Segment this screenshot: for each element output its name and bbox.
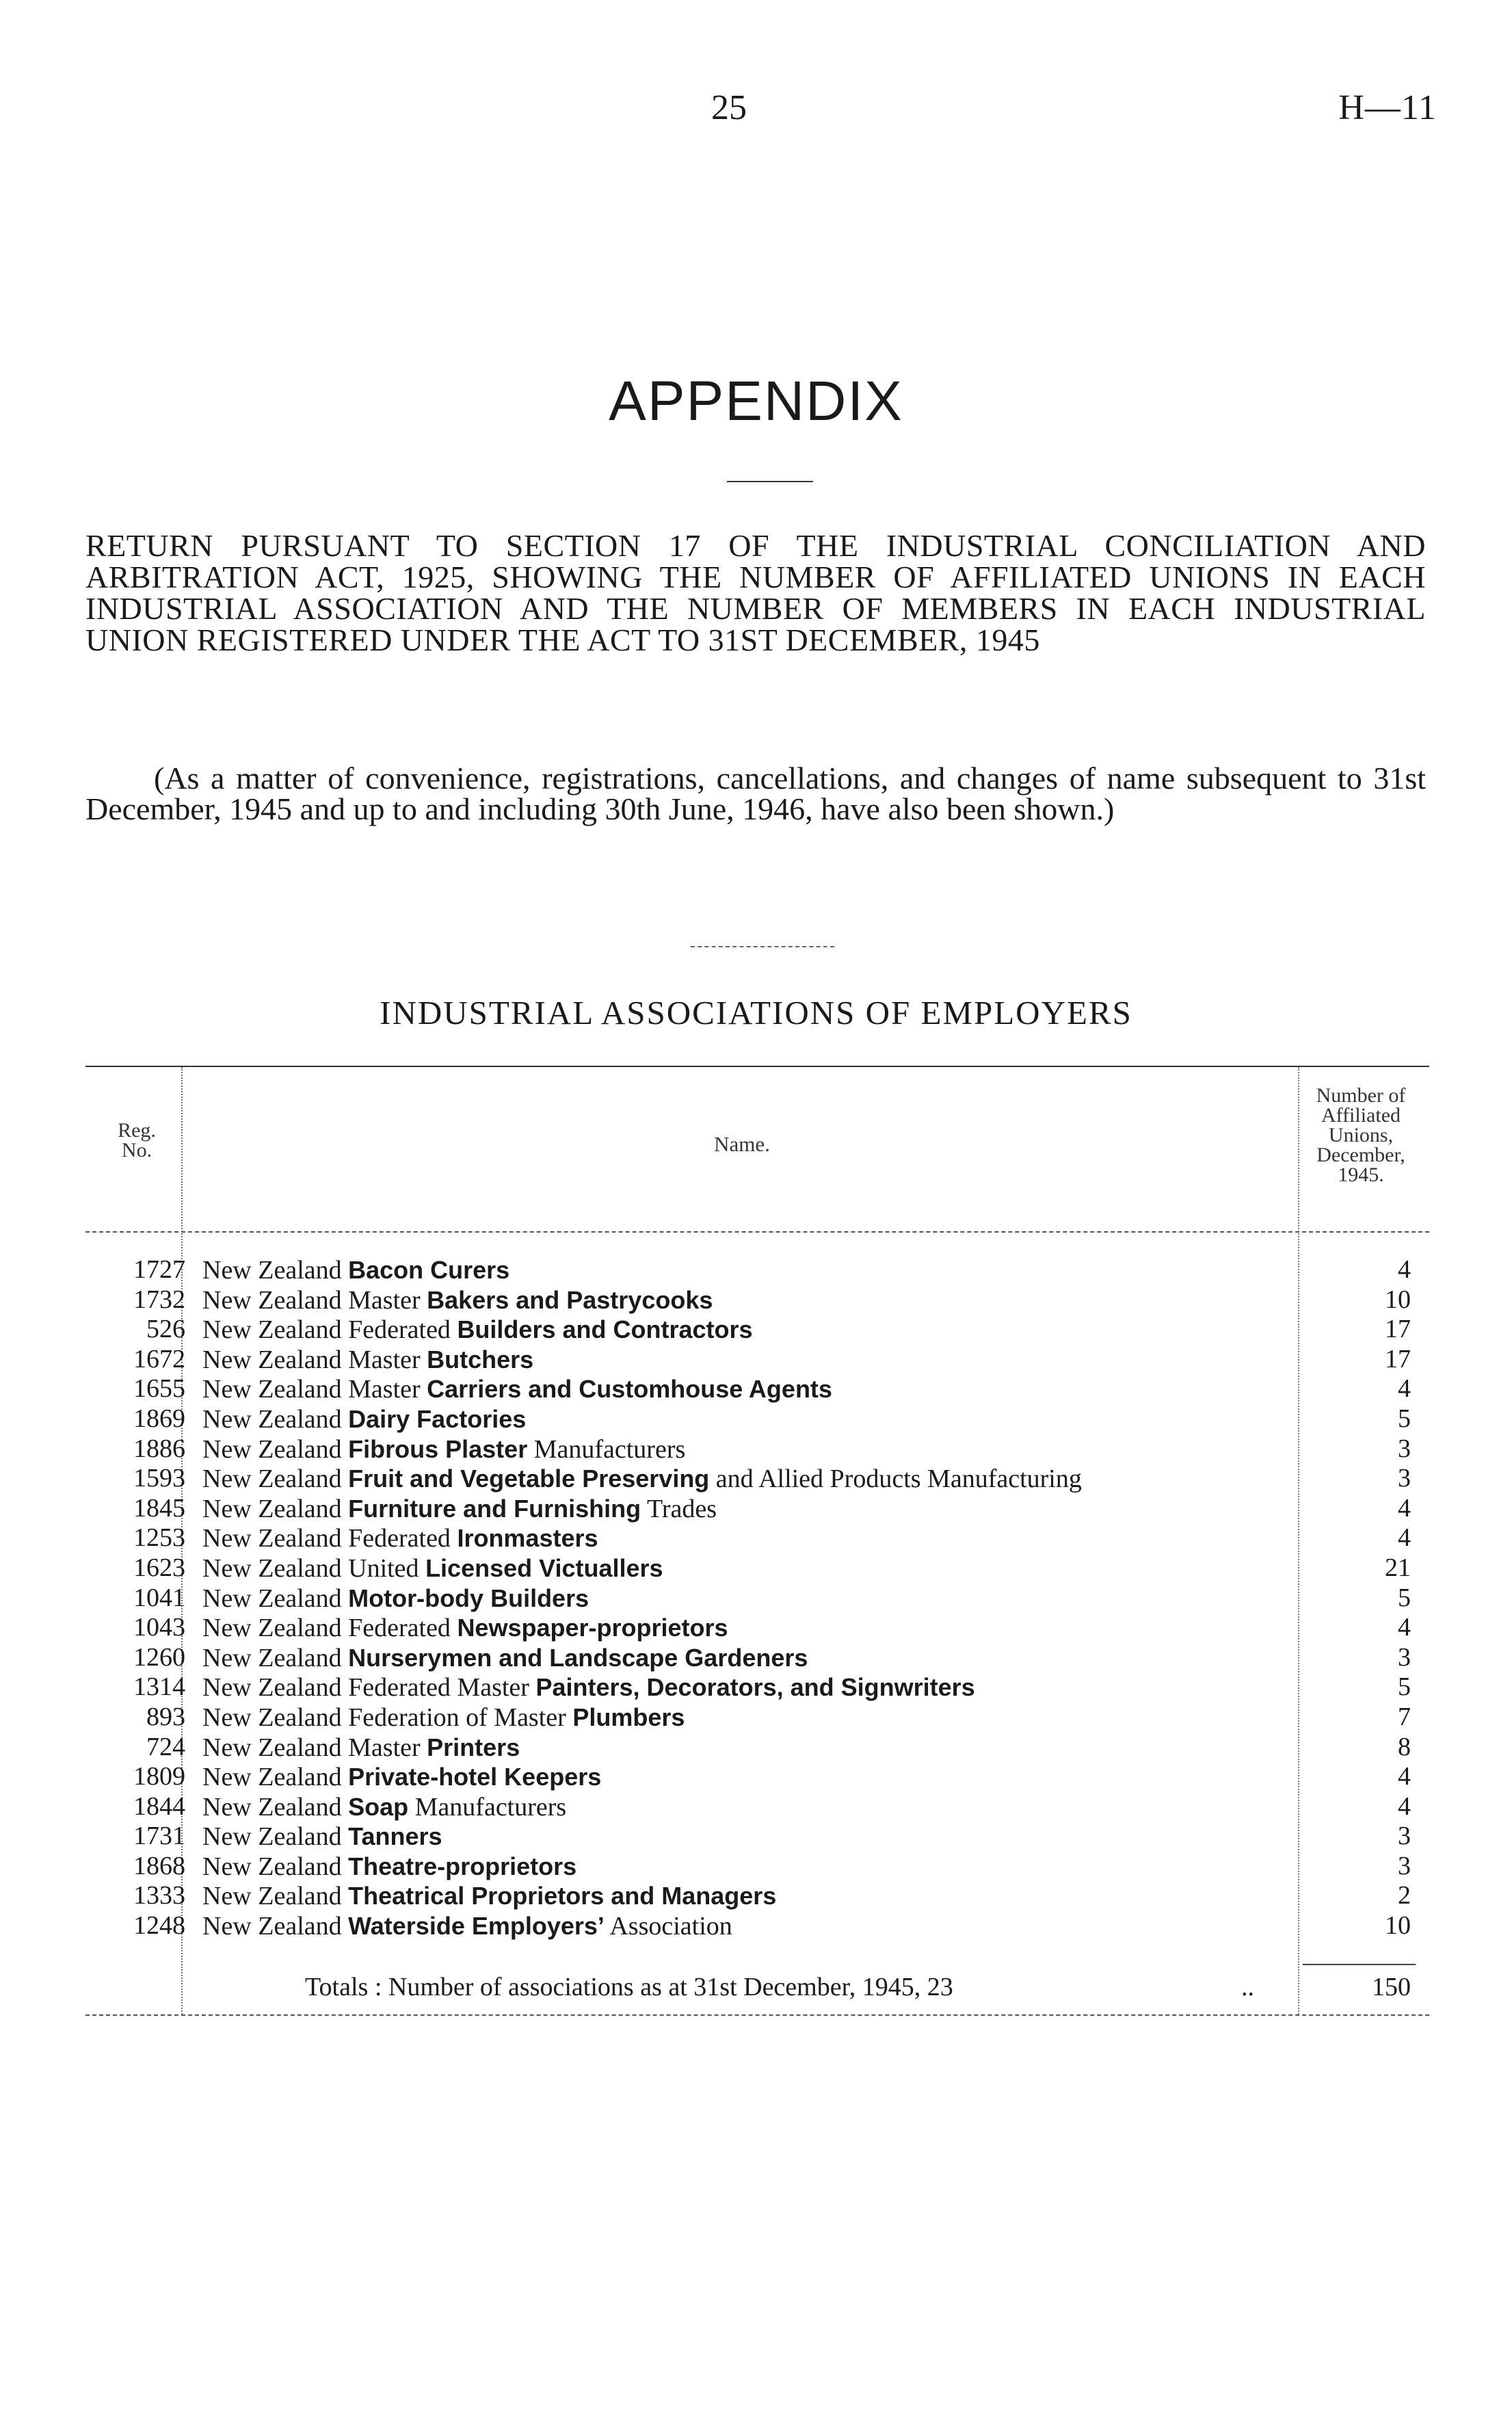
name-plain1: Master [348, 1733, 421, 1762]
affiliated-count: 10 [1385, 1911, 1411, 1941]
name-plain1: Federated [348, 1614, 451, 1643]
association-name [202, 1911, 1297, 1942]
name-plain1: Master [348, 1285, 421, 1315]
reg-number: 1253 [133, 1523, 185, 1553]
reg-number: 1869 [133, 1404, 185, 1433]
name-plain1: Federation of Master [348, 1703, 566, 1732]
reg-number: 1732 [133, 1285, 185, 1314]
name-prefix: New Zealand [202, 1315, 342, 1345]
name-bold: Bakers and Pastrycooks [427, 1285, 713, 1314]
affiliated-count: 17 [1385, 1315, 1411, 1344]
affiliated-count: 3 [1398, 1642, 1411, 1672]
name-bold: Painters, Decorators, and Signwriters [535, 1673, 975, 1702]
reg-number: 1655 [133, 1374, 185, 1404]
table-bottom-rule [85, 2014, 1429, 2016]
affiliated-count: 7 [1398, 1702, 1411, 1731]
name-prefix: New Zealand [202, 1524, 342, 1553]
name-bold: Motor-body Builders [348, 1583, 589, 1612]
name-prefix: New Zealand [202, 1404, 342, 1434]
name-prefix: New Zealand [202, 1375, 342, 1404]
table-row [0, 1553, 1512, 1583]
association-name [202, 1255, 1297, 1286]
table-row [0, 1404, 1512, 1434]
reg-number: 1041 [133, 1583, 185, 1612]
page-number: 25 [711, 88, 747, 127]
name-bold: Private-hotel Keepers [348, 1763, 602, 1791]
name-bold: Butchers [427, 1345, 534, 1374]
association-name [202, 1613, 1297, 1644]
affiliated-count: 10 [1385, 1285, 1411, 1314]
name-bold: Bacon Curers [348, 1256, 510, 1284]
name-prefix: New Zealand [202, 1763, 342, 1792]
reg-number: 1672 [133, 1344, 185, 1374]
name-plain1: Federated [348, 1524, 451, 1553]
table-row [0, 1881, 1512, 1911]
name-prefix: New Zealand [202, 1643, 342, 1672]
reg-number: 724 [146, 1732, 185, 1761]
name-plain1: Master [348, 1375, 421, 1404]
association-name [202, 1792, 1297, 1823]
table-row [0, 1434, 1512, 1464]
name-prefix: New Zealand [202, 1464, 342, 1494]
name-prefix: New Zealand [202, 1912, 342, 1941]
affiliated-count: 8 [1398, 1732, 1411, 1761]
reg-number: 1593 [133, 1464, 185, 1493]
association-name [202, 1345, 1297, 1376]
table-row [0, 1613, 1512, 1643]
affiliated-count: 5 [1398, 1672, 1411, 1702]
affiliated-count: 4 [1398, 1493, 1411, 1523]
name-prefix: New Zealand [202, 1553, 342, 1583]
association-name [202, 1404, 1297, 1435]
name-prefix: New Zealand [202, 1673, 342, 1703]
affiliated-count: 3 [1398, 1822, 1411, 1851]
association-name [202, 1822, 1297, 1852]
affiliated-count: 2 [1398, 1881, 1411, 1910]
name-prefix: New Zealand [202, 1792, 342, 1822]
table-row [0, 1285, 1512, 1315]
reg-number: 1623 [133, 1553, 185, 1582]
affiliated-count: 5 [1398, 1404, 1411, 1433]
association-name [202, 1643, 1297, 1674]
header-no-line: No. [121, 1139, 152, 1161]
name-bold: Builders and Contractors [457, 1315, 753, 1344]
name-prefix: New Zealand [202, 1852, 342, 1881]
name-prefix: New Zealand [202, 1494, 342, 1523]
totals-leader-dots: .. [1241, 1973, 1254, 2001]
association-name [202, 1881, 1297, 1912]
affiliated-count: 17 [1385, 1344, 1411, 1374]
name-prefix: New Zealand [202, 1285, 342, 1315]
table-row [0, 1852, 1512, 1882]
reg-number: 1333 [133, 1881, 185, 1910]
header-reg-line: Reg. [118, 1119, 156, 1142]
association-name [202, 1733, 1297, 1763]
affiliated-count: 4 [1398, 1374, 1411, 1404]
association-name [202, 1583, 1297, 1614]
reg-number: 1314 [133, 1672, 185, 1702]
association-name [202, 1374, 1297, 1405]
name-plain2: Manufacturers [533, 1434, 686, 1464]
name-plain2: and Allied Products Manufacturing [715, 1464, 1082, 1494]
section-divider [691, 946, 834, 947]
totals-label: Totals : Number of associations as at 31st December, 1945, 23 [305, 1973, 953, 2001]
affiliated-count: 3 [1398, 1434, 1411, 1463]
name-prefix: New Zealand [202, 1434, 342, 1464]
association-name [202, 1315, 1297, 1345]
name-prefix: New Zealand [202, 1256, 342, 1285]
table-row [0, 1911, 1512, 1941]
affiliated-count: 4 [1398, 1613, 1411, 1642]
table-body [0, 1255, 1512, 1941]
table-row [0, 1583, 1512, 1614]
name-prefix: New Zealand [202, 1614, 342, 1643]
name-plain2: Manufacturers [414, 1792, 567, 1822]
name-prefix: New Zealand [202, 1583, 342, 1613]
document-reference: H—11 [1338, 88, 1437, 127]
name-bold: Furniture and Furnishing [348, 1494, 641, 1523]
convenience-note: (As a matter of convenience, registrations, cancellations, and changes of name subsequent to 31st December, 1945 and up to and including 30th June, 1946, have also been shown.) [85, 761, 1426, 826]
association-name [202, 1285, 1297, 1316]
table-top-rule [85, 1066, 1429, 1067]
affiliated-count: 4 [1398, 1791, 1411, 1821]
association-name [202, 1852, 1297, 1882]
name-prefix: New Zealand [202, 1733, 342, 1762]
name-bold: Waterside Employers’ [348, 1912, 605, 1941]
name-bold: Newspaper-proprietors [457, 1614, 728, 1642]
reg-number: 1845 [133, 1493, 185, 1523]
name-bold: Theatrical Proprietors and Managers [348, 1882, 777, 1910]
header-count-line: 1945. [1338, 1164, 1384, 1186]
name-bold: Soap [348, 1792, 409, 1821]
association-name [202, 1762, 1297, 1793]
affiliated-count: 3 [1398, 1464, 1411, 1493]
name-bold: Tanners [348, 1822, 442, 1851]
affiliated-count: 4 [1398, 1523, 1411, 1553]
table-row [0, 1733, 1512, 1763]
name-bold: Fruit and Vegetable Preserving [348, 1464, 710, 1493]
affiliated-count: 5 [1398, 1583, 1411, 1612]
name-bold: Carriers and Customhouse Agents [427, 1375, 832, 1404]
table-row [0, 1762, 1512, 1792]
table-header-rule [85, 1231, 1429, 1233]
name-plain1: Federated [348, 1315, 451, 1345]
association-name [202, 1672, 1297, 1703]
header-count-line: Affiliated [1321, 1104, 1401, 1127]
return-heading: RETURN PURSUANT TO SECTION 17 OF THE INDUSTRIAL CONCILIATION AND ARBITRATION ACT, 1925, SHOWING THE NUMBER OF AFFILIATED UNIONS IN EACH INDUSTRIAL ASSOCIATION AND THE NUMBER OF MEMBERS IN EACH INDUSTRIAL UNION REGISTERED UNDER THE ACT TO 31ST DECEMBER, 1945 [85, 528, 1426, 657]
reg-number: 1248 [133, 1911, 185, 1941]
table-row [0, 1672, 1512, 1703]
reg-number: 1868 [133, 1851, 185, 1880]
name-plain1: Master [348, 1345, 421, 1374]
reg-number: 893 [146, 1702, 185, 1731]
association-name [202, 1434, 1297, 1465]
header-count-line: Unions, [1328, 1124, 1394, 1146]
table-row [0, 1494, 1512, 1524]
appendix-title: APPENDIX [609, 370, 903, 432]
name-bold: Dairy Factories [348, 1404, 527, 1433]
affiliated-count: 21 [1385, 1553, 1411, 1582]
reg-number: 1809 [133, 1762, 185, 1791]
name-plain2: Trades [646, 1494, 717, 1523]
totals-rule [1303, 1964, 1416, 1965]
table-row [0, 1345, 1512, 1375]
header-count-line: Number of [1316, 1084, 1406, 1107]
section-title: INDUSTRIAL ASSOCIATIONS OF EMPLOYERS [380, 994, 1132, 1031]
header-name: Name. [714, 1132, 770, 1156]
table-row [0, 1792, 1512, 1822]
name-bold: Fibrous Plaster [348, 1434, 528, 1463]
totals-value: 150 [1372, 1973, 1411, 2001]
affiliated-count: 4 [1398, 1255, 1411, 1284]
association-name [202, 1494, 1297, 1525]
association-name [202, 1464, 1297, 1495]
reg-number: 1886 [133, 1434, 185, 1463]
name-prefix: New Zealand [202, 1882, 342, 1911]
reg-number: 526 [146, 1315, 185, 1344]
table-row [0, 1643, 1512, 1673]
name-bold: Licensed Victuallers [425, 1553, 663, 1582]
name-bold: Ironmasters [457, 1524, 598, 1553]
reg-number: 1844 [133, 1791, 185, 1821]
name-bold: Plumbers [572, 1703, 685, 1731]
name-bold: Nurserymen and Landscape Gardeners [348, 1643, 808, 1672]
affiliated-count: 4 [1398, 1762, 1411, 1791]
table-row [0, 1464, 1512, 1494]
reg-number: 1260 [133, 1642, 185, 1672]
table-row [0, 1315, 1512, 1345]
header-count-line: December, [1316, 1144, 1405, 1166]
header-affiliated-count [1292, 1086, 1429, 1185]
name-prefix: New Zealand [202, 1703, 342, 1732]
association-name [202, 1703, 1297, 1733]
table-row [0, 1374, 1512, 1404]
table-row [0, 1255, 1512, 1285]
name-plain1: United [348, 1553, 419, 1583]
name-bold: Printers [427, 1733, 520, 1761]
reg-number: 1731 [133, 1822, 185, 1851]
title-rule [727, 481, 813, 482]
name-plain2: Association [609, 1912, 732, 1941]
header-reg-no [85, 1120, 188, 1160]
name-plain1: Federated Master [348, 1673, 529, 1703]
name-prefix: New Zealand [202, 1822, 342, 1852]
table-row [0, 1822, 1512, 1852]
association-name [202, 1553, 1297, 1584]
table-row [0, 1523, 1512, 1553]
reg-number: 1043 [133, 1613, 185, 1642]
name-bold: Theatre-proprietors [348, 1852, 577, 1880]
association-name [202, 1523, 1297, 1554]
affiliated-count: 3 [1398, 1851, 1411, 1880]
name-prefix: New Zealand [202, 1345, 342, 1374]
table-row [0, 1703, 1512, 1733]
reg-number: 1727 [133, 1255, 185, 1284]
